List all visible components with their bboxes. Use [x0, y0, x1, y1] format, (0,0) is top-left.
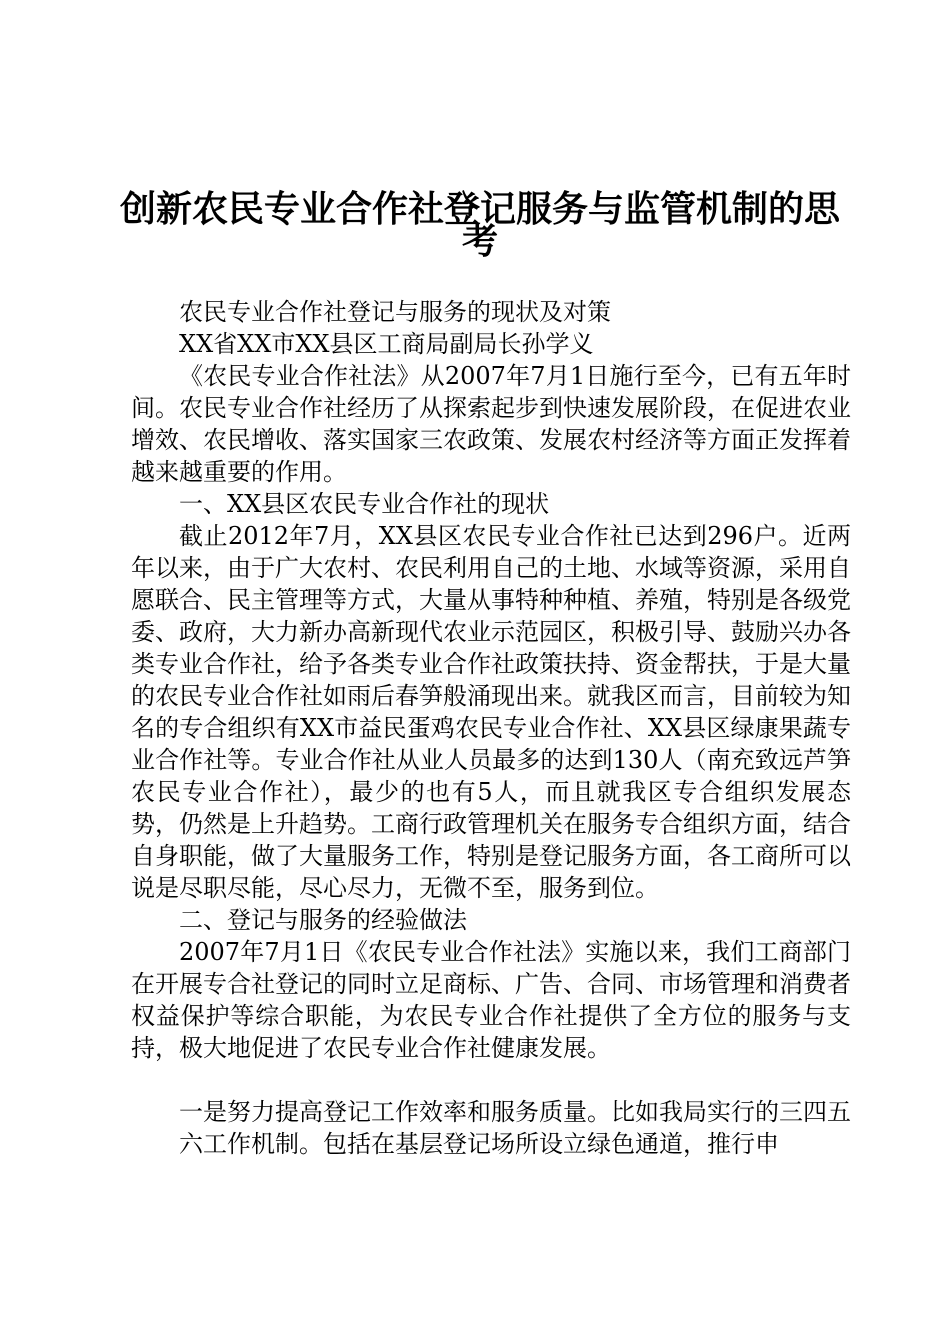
author-line: XX省XX市XX县区工商局副局长孙学义: [179, 330, 594, 358]
section-subtitle: 农民专业合作社登记与服务的现状及对策: [179, 298, 611, 326]
document-title-line-2: 考: [461, 221, 498, 262]
paragraph-spacer: [131, 1064, 851, 1096]
paragraph-status: 截止2012年7月，XX县区农民专业合作社已达到296户。近两年以来，由于广大农村、农民利用自己的土地、水域等资源，采用自愿联合、民主管理等方式，大量从事特种种植、养殖，特别是各级党委、政府，大力新办高新现代农业示范园区，积极引导、鼓励兴办各类专业合作社，给予各类专业合作社政策扶持、资金帮扶，于是大量的农民专业合作社如雨后春笋般涌现出来。就我区而言，目前较为知名的专合组织有XX市益民蛋鸡农民专业合作社、XX县区绿康果蔬专业合作社等。专业合作社从业人员最多的达到130人（南充致远芦笋农民专业合作社），最少的也有5人，而且就我区专合组织发展态势，仍然是上升趋势。工商行政管理机关在服务专合组织方面，结合自身职能，做了大量服务工作，特别是登记服务方面，各工商所可以说是尽职尽能，尽心尽力，无微不至，服务到位。: [131, 522, 851, 902]
paragraph-point-1: 一是努力提高登记工作效率和服务质量。比如我局实行的三四五: [179, 1098, 851, 1126]
heading-section-2: 二、登记与服务的经验做法: [179, 906, 467, 934]
heading-section-1: 一、XX县区农民专业合作社的现状: [179, 490, 550, 518]
document-title-line-1: 创新农民专业合作社登记服务与监管机制的思: [119, 189, 840, 230]
paragraph-point-1-continued: 六工作机制。包括在基层登记场所设立绿色通道，推行申: [179, 1130, 779, 1158]
paragraph-intro: 《农民专业合作社法》从2007年7月1日施行至今，已有五年时间。农民专业合作社经历了从探索起步到快速发展阶段，在促进农业增效、农民增收、落实国家三农政策、发展农村经济等方面正发挥着越来越重要的作用。: [131, 362, 851, 486]
paragraph-experience: 2007年7月1日《农民专业合作社法》实施以来，我们工商部门在开展专合社登记的同时立足商标、广告、合同、市场管理和消费者权益保护等综合职能，为农民专业合作社提供了全方位的服务与支持，极大地促进了农民专业合作社健康发展。: [131, 938, 851, 1062]
document-body: [131, 296, 851, 1160]
